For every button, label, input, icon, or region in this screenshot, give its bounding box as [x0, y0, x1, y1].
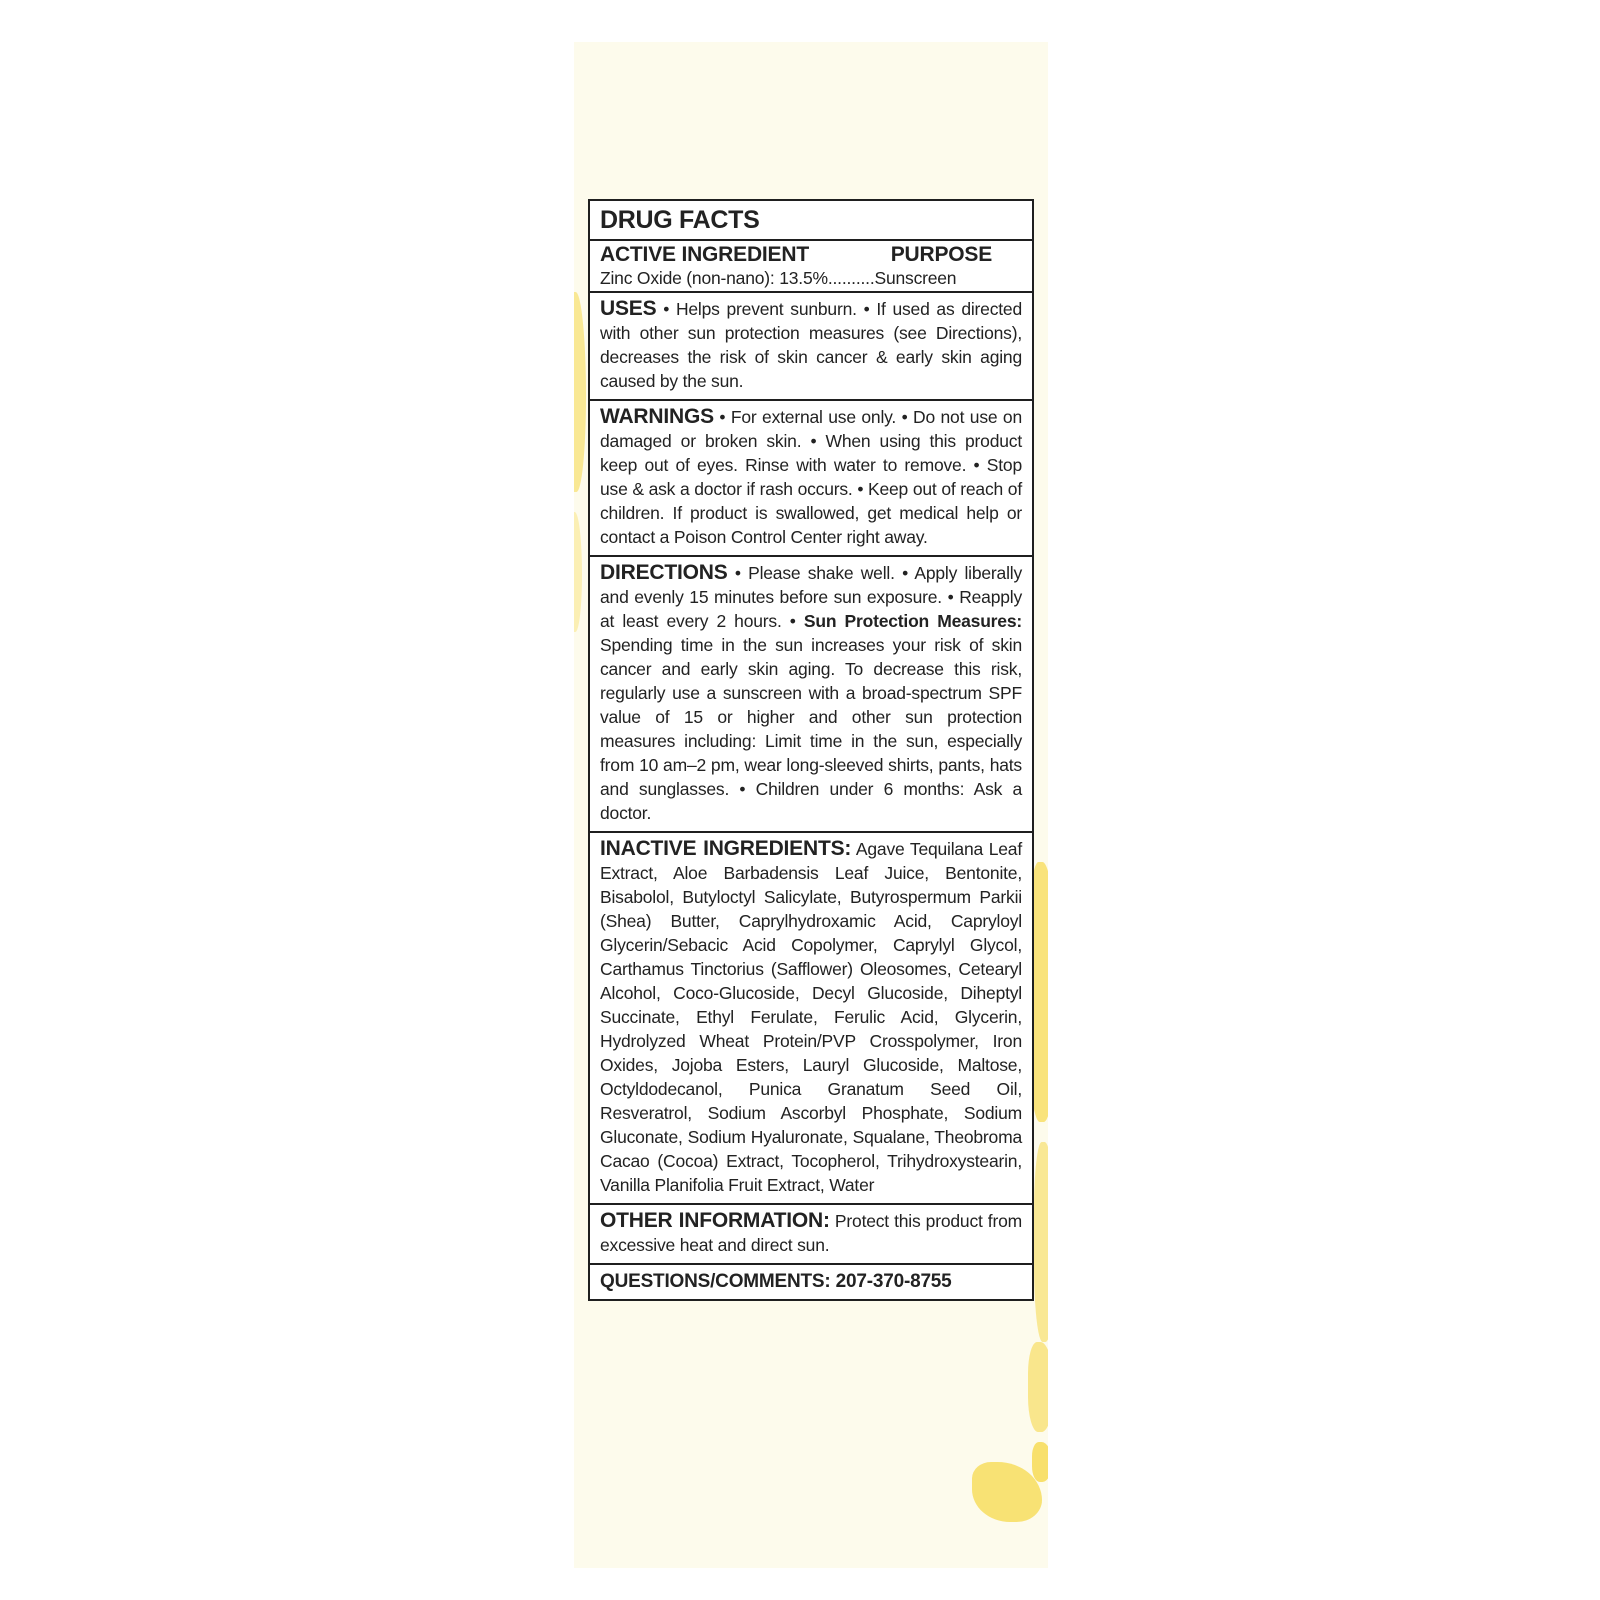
- yellow-splash-decoration: [1028, 1342, 1048, 1432]
- active-ingredient-line: Zinc Oxide (non-nano): 13.5%..........Sunscreen: [600, 268, 957, 288]
- drug-facts-panel: [588, 199, 1034, 1301]
- yellow-splash-decoration: [1034, 1142, 1048, 1342]
- uses-text: • Helps prevent sunburn. • If used as directed with other sun protection measures (see Directions), decreases the risk of skin cancer & early skin aging caused by the sun.: [600, 299, 1022, 391]
- yellow-splash-decoration: [1032, 1442, 1048, 1482]
- warnings-text: • For external use only. • Do not use on damaged or broken skin. • When using this product keep out of eyes. Rinse with water to remove. • Stop use & ask a doctor if rash occurs. • Keep out of reach of children. If product is swallowed, get medical help or contact a Poison Control Center right away.: [600, 407, 1022, 547]
- sun-protection-measures-label: Sun Protection Measures:: [803, 611, 1022, 631]
- warnings-section: [590, 399, 1032, 555]
- uses-heading: USES: [600, 297, 657, 320]
- directions-section: [590, 555, 1032, 831]
- other-information-text: Protect this product from excessive heat and direct sun.: [600, 1211, 1022, 1255]
- other-information-section: [590, 1203, 1032, 1263]
- purpose-heading: PURPOSE: [890, 243, 992, 266]
- drug-facts-title: DRUG FACTS: [600, 206, 760, 234]
- directions-text-after: Spending time in the sun increases your risk of skin cancer and early skin aging. To decrease this risk, regularly use a sunscreen with a broad-spectrum SPF value of 15 or higher and other sun protection measures including: Limit time in the sun, especially from 10 am–2 pm, wear long-sleeved shirts, pants, hats and sunglasses. • Children under 6 months: Ask a doctor.: [600, 635, 1022, 823]
- questions-comments-line: QUESTIONS/COMMENTS: 207-370-8755: [600, 1271, 952, 1292]
- warnings-heading: WARNINGS: [600, 405, 714, 428]
- yellow-splash-decoration: [574, 512, 582, 632]
- questions-section: [590, 1263, 1032, 1299]
- inactive-ingredients-heading: INACTIVE INGREDIENTS:: [600, 837, 852, 860]
- directions-heading: DIRECTIONS: [600, 561, 728, 584]
- active-ingredient-header-row: [600, 243, 1022, 267]
- yellow-splash-decoration: [574, 292, 586, 492]
- other-information-heading: OTHER INFORMATION:: [600, 1209, 830, 1232]
- drug-facts-header: [590, 201, 1032, 239]
- uses-section: [590, 291, 1032, 399]
- directions-text-before: • Please shake well. • Apply liberally and evenly 15 minutes before sun exposure. • Reapply at least every 2 hours. •: [600, 563, 1022, 631]
- inactive-ingredients-text: Agave Tequilana Leaf Extract, Aloe Barbadensis Leaf Juice, Bentonite, Bisabolol, Butyloctyl Salicylate, Butyrospermum Parkii (Shea) Butter, Caprylhydroxamic Acid, Capryloyl Glycerin/Sebacic Acid Copolymer, Caprylyl Glycol, Carthamus Tinctorius (Safflower) Oleosomes, Cetearyl Alcohol, Coco-Glucoside, Decyl Glucoside, Diheptyl Succinate, Ethyl Ferulate, Ferulic Acid, Glycerin, Hydrolyzed Wheat Protein/PVP Crosspolymer, Iron Oxides, Jojoba Esters, Lauryl Glucoside, Maltose, Octyldodecanol, Punica Granatum Seed Oil, Resveratrol, Sodium Ascorbyl Phosphate, Sodium Gluconate, Sodium Hyaluronate, Squalane, Theobroma Cacao (Cocoa) Extract, Tocopherol, Trihydroxystearin, Vanilla Planifolia Fruit Extract, Water: [600, 839, 1022, 1195]
- inactive-ingredients-section: [590, 831, 1032, 1203]
- active-ingredient-section: [590, 239, 1032, 291]
- active-ingredient-heading: ACTIVE INGREDIENT: [600, 243, 809, 266]
